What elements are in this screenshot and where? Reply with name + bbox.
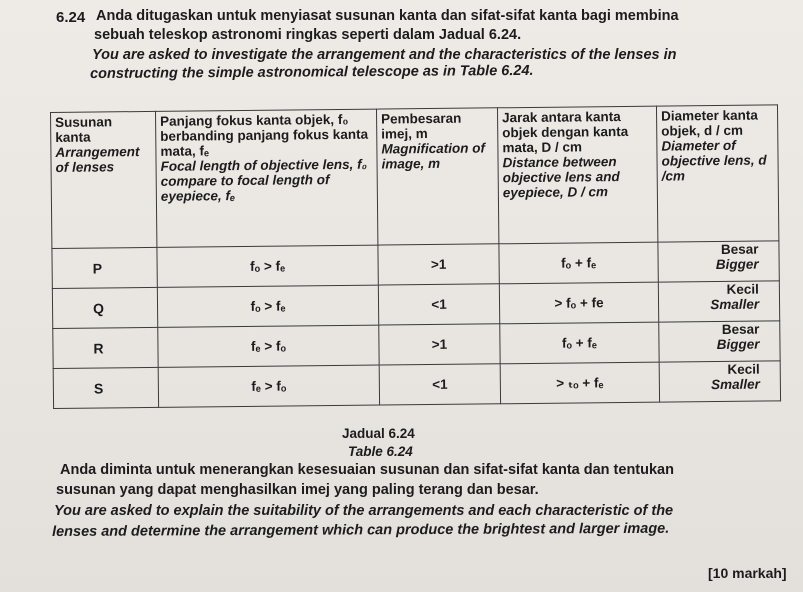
diameter-value: Besar Bigger: [659, 321, 780, 362]
row-label: R: [53, 327, 158, 368]
distance-value: fₒ + fₑ: [500, 322, 659, 364]
magnification-value: >1: [378, 244, 499, 285]
header-diameter: Diameter kanta objek, d / cm Diameter of objective lens, d /cm: [656, 105, 778, 242]
diameter-value: Kecil Smaller: [658, 281, 779, 322]
row-label: S: [53, 367, 158, 408]
row-label: Q: [52, 287, 157, 328]
marks-allocation: [10 markah]: [708, 565, 787, 581]
header-focal-length: Panjang fokus kanta objek, f₀ berbanding panjang fokus kanta mata, fₑ Focal length of objective lens, f₀ compare to focal length of eyepiece, fₑ: [155, 109, 377, 247]
focal-comparison: fₒ > fₑ: [157, 245, 378, 287]
table-caption-english: Table 6.24: [348, 444, 413, 459]
task-malay-line-2: susunan yang dapat menghasilkan imej yang paling terang dan besar.: [56, 482, 539, 498]
magnification-value: >1: [379, 324, 500, 365]
distance-value: fₒ + fₑ: [499, 242, 658, 284]
intro-english-line-1: You are asked to investigate the arrangement and the characteristics of the lenses in: [92, 47, 677, 63]
distance-value: > ₜₒ + fₑ: [500, 362, 659, 404]
diameter-value: Besar Bigger: [658, 241, 779, 282]
task-english-line-2: lenses and determine the arrangement which can produce the brightest and larger image.: [52, 520, 670, 540]
header-magnification: Pembesaran imej, m Magnification of image, m: [376, 108, 498, 245]
lens-arrangement-table: [50, 104, 781, 409]
task-malay-line-1: Anda diminta untuk menerangkan kesesuaian susunan dan sifat-sifat kanta dan tentukan: [60, 462, 674, 478]
table-header-row: [51, 105, 779, 249]
focal-comparison: fₑ > fₒ: [158, 365, 379, 407]
row-label: P: [52, 247, 157, 288]
magnification-value: <1: [379, 364, 500, 405]
intro-malay-line-2: sebuah teleskop astronomi ringkas seperti dalam Jadual 6.24.: [94, 27, 522, 43]
table-row: [53, 361, 780, 409]
question-number: 6.24: [56, 9, 86, 26]
table-caption-malay: Jadual 6.24: [342, 426, 415, 441]
distance-value: > fₒ + fe: [499, 282, 658, 324]
intro-english-line-2: constructing the simple astronomical telescope as in Table 6.24.: [90, 62, 534, 82]
diameter-value: Kecil Smaller: [659, 361, 780, 402]
intro-malay-line-1: Anda ditugaskan untuk menyiasat susunan kanta dan sifat-sifat kanta bagi membina: [96, 8, 679, 24]
task-english-line-1: You are asked to explain the suitability of the arrangements and each characteristic of the: [54, 503, 674, 519]
magnification-value: <1: [378, 284, 499, 325]
header-distance: Jarak antara kanta objek dengan kanta mata, D / cm Distance between objective lens and eyepiece, D / cm: [497, 106, 657, 244]
header-arrangement: Susunan kanta Arrangement of lenses: [51, 111, 157, 248]
focal-comparison: fₑ > fₒ: [158, 325, 379, 367]
focal-comparison: fₒ > fₑ: [157, 285, 378, 327]
